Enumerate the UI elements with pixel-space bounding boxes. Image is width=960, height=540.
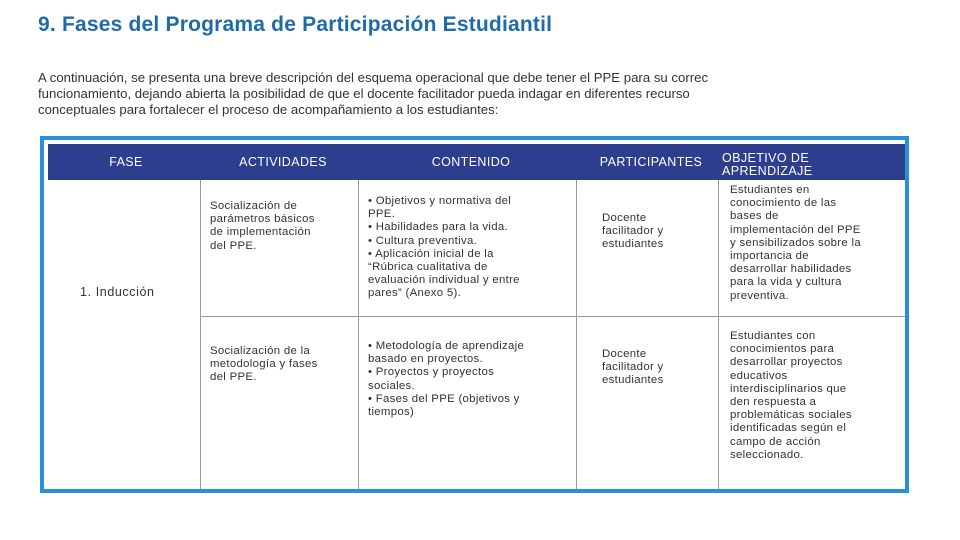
- cell-line: estudiantes: [602, 238, 664, 251]
- actividades-cell: [210, 345, 318, 385]
- cell-line: tiempos): [368, 406, 415, 419]
- cell-line: implementación del PPE: [730, 223, 861, 236]
- cell-line: • Proyectos y proyectos: [368, 366, 495, 379]
- cell-line: • Metodología de aprendizaje: [368, 340, 525, 352]
- column-divider: [358, 180, 359, 489]
- cell-line: bases de: [730, 210, 779, 223]
- cell-line: Estudiantes en: [730, 184, 810, 196]
- cell-line: • Aplicación inicial de la: [368, 247, 494, 260]
- cell-line: del PPE.: [210, 239, 257, 252]
- cell-line: facilitador y: [602, 361, 664, 374]
- actividades-cell: [210, 200, 315, 253]
- cell-line: Estudiantes con: [730, 330, 816, 342]
- intro-line: funcionamiento, dejando abierta la posibilidad de que el docente facilitador pueda indagar en diferentes recurso: [38, 86, 690, 101]
- cell-line: conocimiento de las: [730, 197, 837, 210]
- cell-line: Socialización de la: [210, 345, 311, 357]
- cell-line: conocimientos para: [730, 343, 835, 356]
- page-title: 9. Fases del Programa de Participación Estudiantil: [38, 13, 553, 36]
- header-fase: FASE: [109, 154, 143, 169]
- cell-line: PPE.: [368, 208, 396, 221]
- cell-line: evaluación individual y entre: [368, 274, 520, 287]
- intro-line: A continuación, se presenta una breve descripción del esquema operacional que debe tener el PPE para su correc: [38, 70, 709, 85]
- cell-line: Docente: [602, 212, 647, 224]
- cell-line: basado en proyectos.: [368, 353, 483, 366]
- intro-paragraph: [38, 70, 922, 118]
- participantes-cell: [602, 348, 664, 388]
- cell-line: de implementación: [210, 226, 311, 239]
- intro-line: conceptuales para fortalecer el proceso de acompañamiento a los estudiantes:: [38, 102, 499, 117]
- contenido-cell: [368, 195, 520, 301]
- cell-line: parámetros básicos: [210, 213, 315, 226]
- cell-line: estudiantes: [602, 374, 664, 387]
- cell-line: preventiva.: [730, 289, 790, 302]
- header-objetivo-line: APRENDIZAJE: [722, 163, 813, 178]
- header-contenido: CONTENIDO: [431, 154, 511, 169]
- cell-line: pares” (Anexo 5).: [368, 287, 462, 300]
- fase-cell: 1. Inducción: [80, 285, 155, 299]
- cell-line: campo de acción: [730, 435, 821, 448]
- header-objetivo-line: OBJETIVO DE: [722, 150, 810, 165]
- cell-line: Docente: [602, 348, 647, 360]
- cell-line: facilitador y: [602, 225, 664, 238]
- cell-line: metodología y fases: [210, 358, 318, 371]
- cell-line: interdisciplinarios que: [730, 382, 847, 395]
- contenido-cell: [368, 340, 524, 419]
- table-header: [48, 144, 905, 180]
- row-divider: [200, 316, 905, 317]
- objetivo-cell: [730, 330, 852, 462]
- column-divider: [718, 180, 719, 489]
- column-divider: [200, 180, 201, 489]
- cell-line: para la vida y cultura: [730, 276, 842, 289]
- header-actividades: ACTIVIDADES: [239, 154, 327, 169]
- cell-line: desarrollar habilidades: [730, 263, 852, 276]
- cell-line: • Fases del PPE (objetivos y: [368, 392, 520, 405]
- cell-line: Socialización de: [210, 200, 298, 212]
- objetivo-cell: [730, 184, 861, 303]
- cell-line: del PPE.: [210, 371, 257, 384]
- cell-line: desarrollar proyectos: [730, 356, 843, 369]
- cell-line: importancia de: [730, 250, 809, 263]
- cell-line: problemáticas sociales: [730, 409, 852, 422]
- column-divider: [576, 180, 577, 489]
- cell-line: educativos: [730, 369, 788, 382]
- header-participantes: PARTICIPANTES: [599, 154, 703, 169]
- cell-line: • Habilidades para la vida.: [368, 221, 508, 234]
- phases-table: [40, 136, 909, 493]
- cell-line: y sensibilizados sobre la: [730, 236, 861, 249]
- header-objetivo: [722, 144, 905, 180]
- cell-line: identificadas según el: [730, 422, 847, 435]
- cell-line: • Cultura preventiva.: [368, 234, 478, 247]
- participantes-cell: [602, 212, 664, 252]
- cell-line: sociales.: [368, 379, 416, 392]
- cell-line: den respuesta a: [730, 396, 817, 409]
- cell-line: seleccionado.: [730, 448, 804, 461]
- cell-line: • Objetivos y normativa del: [368, 195, 512, 207]
- cell-line: “Rúbrica cualitativa de: [368, 261, 488, 274]
